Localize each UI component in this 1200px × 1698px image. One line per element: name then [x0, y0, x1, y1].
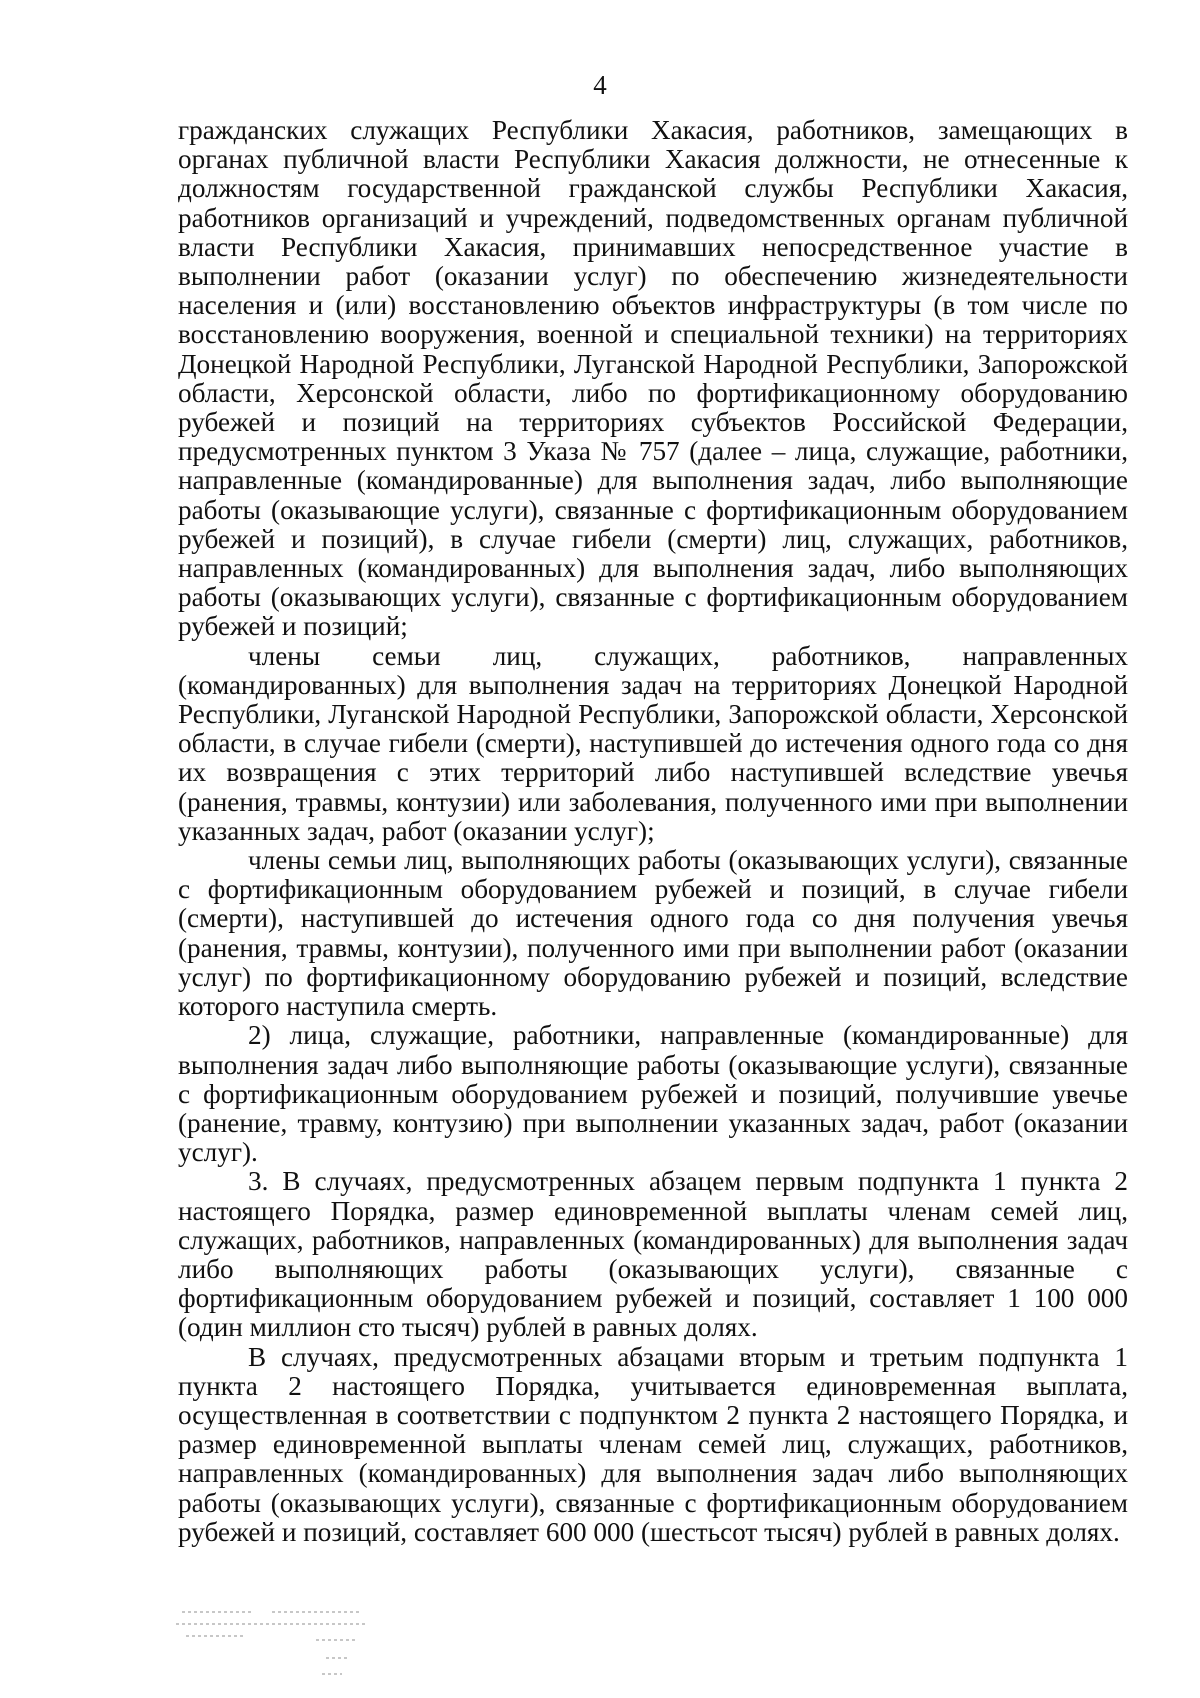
paragraph: 3. В случаях, предусмотренных абзацем первым подпункта 1 пункта 2 настоящего Порядка, размер единовременной выплаты членам семей лиц, служащих, работников, направленных (командированных) для выполнения задач либо выполняющих работы (оказывающих услуги), связанные с фортификационным оборудованием рубежей и позиций, составляет 1 100 000 (один миллион сто тысяч) рублей в равных долях.	[178, 1166, 1128, 1343]
page-number: 4	[593, 70, 607, 100]
paragraph: В случаях, предусмотренных абзацами вторым и третьим подпункта 1 пункта 2 настоящего Порядка, учитывается единовременная выплата, осуществленная в соответствии с подпунктом 2 пункта 2 настоящего Порядка, и размер единовременной выплаты членам семей лиц, служащих, работников, направленных (командированных) для выполнения задач либо выполняющих работы (оказывающих услуги), связанные с фортификационным оборудованием рубежей и позиций, составляет 600 000 (шестьсот тысяч) рублей в равных долях.	[178, 1341, 1128, 1547]
paragraph: гражданских служащих Республики Хакасия, работников, замещающих в органах публичной власти Республики Хакасия должности, не отнесенные к должностям государственной гражданской службы Республики Хакасия, работников организаций и учреждений, подведомственных органам публичной власти Республики Хакасия, принимавших непосредственное участие в выполнении работ (оказании услуг) по обеспечению жизнедеятельности населения и (или) восстановлению объектов инфраструктуры (в том числе по восстановлению вооружения, военной и специальной техники) на территориях Донецкой Народной Республики, Луганской Народной Республики, Запорожской области, Херсонской области, либо по фортификационному оборудованию рубежей и позиций на территориях субъектов Российской Федерации, предусмотренных пунктом 3 Указа № 757 (далее – лица, служащие, работники, направленные (командированные) для выполнения задач, либо выполняющие работы (оказывающие услуги), связанные с фортификационным оборудованием рубежей и позиций), в случае гибели (смерти) лиц, служащих, работников, направленных (командированных) для выполнения задач, либо выполняющих работы (оказывающих услуги), связанные с фортификационным оборудованием рубежей и позиций;	[178, 115, 1128, 642]
faded-stamp-mark	[176, 1605, 386, 1677]
paragraph: 2) лица, служащие, работники, направленные (командированные) для выполнения задач либо выполняющие работы (оказывающие услуги), связанные с фортификационным оборудованием рубежей и позиций, получившие увечье (ранение, травму, контузию) при выполнении указанных задач, работ (оказании услуг).	[178, 1020, 1128, 1168]
paragraph: члены семьи лиц, выполняющих работы (оказывающих услуги), связанные с фортификационным оборудованием рубежей и позиций, в случае гибели (смерти), наступившей до истечения одного года со дня получения увечья (ранения, травмы, контузии), полученного ими при выполнении работ (оказании услуг) по фортификационному оборудованию рубежей и позиций, вследствие которого наступила смерть.	[178, 845, 1128, 1022]
document-body	[178, 116, 1128, 1547]
paragraph: члены семьи лиц, служащих, работников, направленных (командированных) для выполнения задач на территориях Донецкой Народной Республики, Луганской Народной Республики, Запорожской области, Херсонской области, в случае гибели (смерти), наступившей до истечения одного года со дня их возвращения с этих территорий либо наступившей вследствие увечья (ранения, травмы, контузии) или заболевания, полученного ими при выполнении указанных задач, работ (оказании услуг);	[178, 640, 1128, 846]
